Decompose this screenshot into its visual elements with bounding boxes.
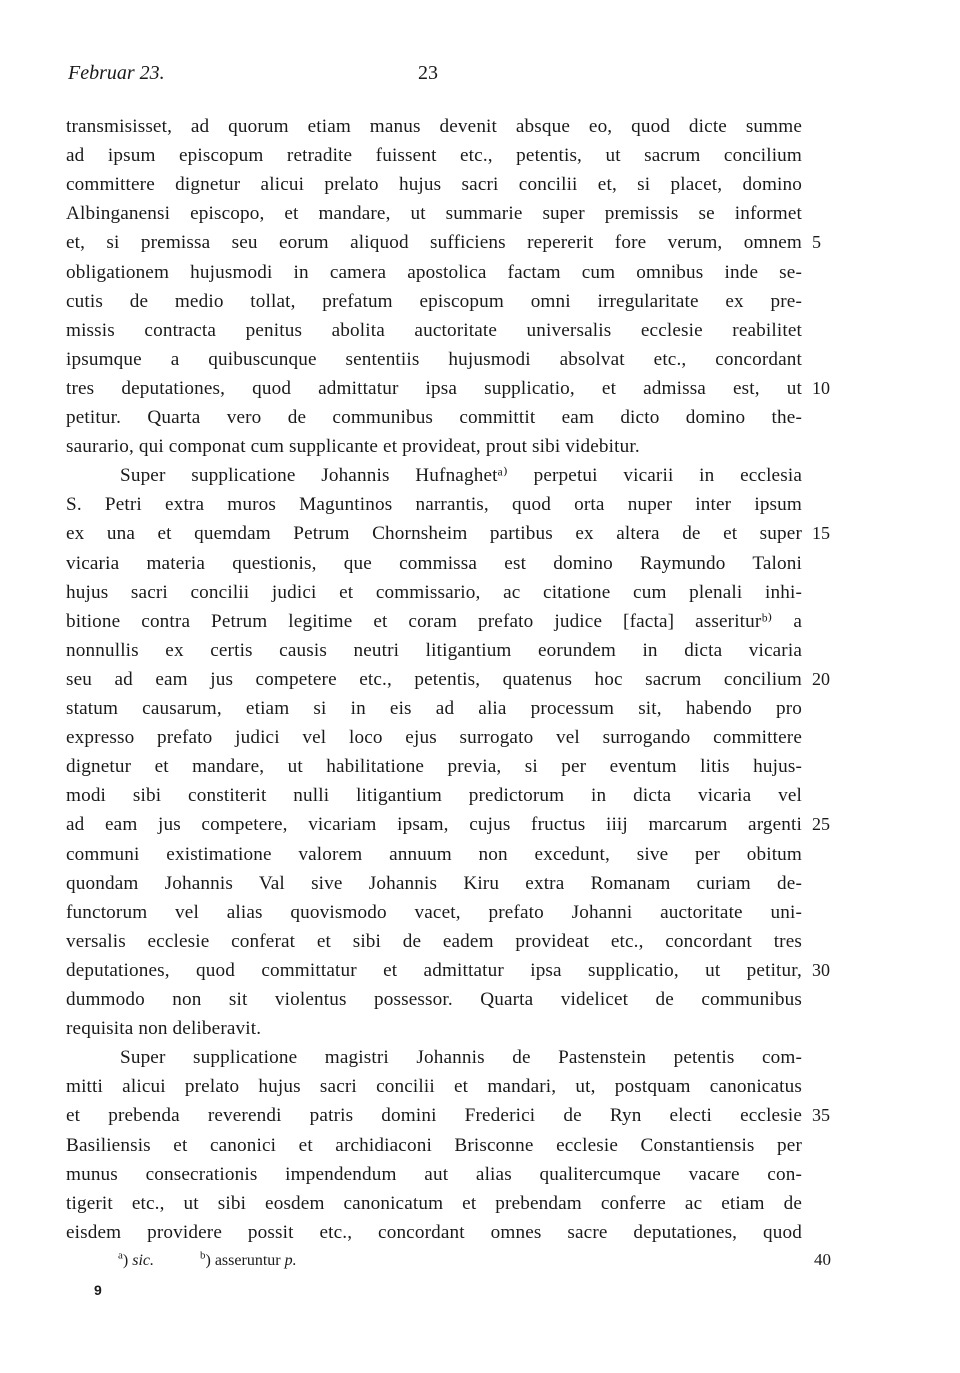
text-line: nonnullis ex certis causis neutri litigantium eorundem in dicta vicaria <box>66 639 802 661</box>
text-line: versalis ecclesie conferat et sibi de eadem provideat etc., concordant tres <box>66 930 802 952</box>
running-title: Februar 23. <box>68 62 165 84</box>
footnote-b-text: asseruntur <box>214 1252 281 1270</box>
line-number: 10 <box>812 377 830 398</box>
text-line: statum causarum, etiam si in eis ad alia processum sit, habendo pro <box>66 698 802 719</box>
footnote-a-mark: a <box>118 1250 123 1262</box>
text-line: Albinganensi episcopo, et mandare, ut summarie super premissis se informet <box>66 203 802 225</box>
text-line: dummodo non sit violentus possessor. Quarta videlicet de communibus <box>66 989 802 1010</box>
line-number: 30 <box>812 959 830 980</box>
text-line: communi existimatione valorem annuum non excedunt, sive per obitum <box>66 843 802 865</box>
text-line: Super supplicatione Johannis Hufnaghetᵃ⁾ perpetui vicarii in ecclesia <box>120 465 802 487</box>
line-number: 15 <box>812 523 830 544</box>
text-line: requisita non deliberavit. <box>66 1018 262 1040</box>
text-line: ipsumque a quibuscunque sententiis hujusmodi absolvat etc., concordant <box>66 348 802 370</box>
text-line: dignetur et mandare, ut habilitatione previa, si per eventum litis hujus- <box>66 756 802 778</box>
text-line: deputationes, quod committatur et admittatur ipsa supplicatio, ut petitur, <box>66 959 802 981</box>
text-line: transmisisset, ad quorum etiam manus devenit absque eo, quod dicte summe <box>66 116 802 137</box>
footnote-b-source: p. <box>284 1252 297 1270</box>
text-line: eisdem providere possit etc., concordant omnes sacre deputationes, quod <box>66 1221 802 1243</box>
line-number: 25 <box>812 814 830 835</box>
signature-mark: 9 <box>94 1282 102 1298</box>
text-line: et prebenda reverendi patris domini Frederici de Ryn electi ecclesie <box>66 1105 802 1127</box>
text-line: vicaria materia questionis, que commissa est domino Raymundo Taloni <box>66 552 802 574</box>
text-line: bitione contra Petrum legitime et coram prefato judice [facta] asseriturᵇ⁾ a <box>66 610 802 632</box>
text-line: ad eam jus competere, vicariam ipsam, cujus fructus iiij marcarum argenti <box>66 814 802 836</box>
text-line: cutis de medio tollat, prefatum episcopum omni irregularitate ex pre- <box>66 290 802 312</box>
text-line: Super supplicatione magistri Johannis de Pastenstein petentis com- <box>120 1047 802 1069</box>
line-number: 5 <box>812 232 821 253</box>
text-line: mitti alicui prelato hujus sacri concilii et mandari, ut, postquam canonicatus <box>66 1076 802 1098</box>
line-number-40: 40 <box>814 1250 831 1269</box>
text-line: seu ad eam jus competere etc., petentis, quatenus hoc sacrum concilium <box>66 668 802 690</box>
text-line: et, si premissa seu eorum aliquod sufficiens repererit fore verum, omnem <box>66 232 802 254</box>
footnote-a-text: sic. <box>132 1252 154 1270</box>
text-line: Basiliensis et canonici et archidiaconi Brisconne ecclesie Constantiensis per <box>66 1134 802 1156</box>
footnote-b: $^b$) asseruntur p. <box>200 1250 297 1270</box>
text-line: missis contracta penitus abolita auctoritate universalis ecclesie reabilitet <box>66 319 802 341</box>
line-number: 35 <box>812 1105 830 1126</box>
text-line: tres deputationes, quod admittatur ipsa supplicatio, et admissa est, ut <box>66 377 802 399</box>
text-line: S. Petri extra muros Maguntinos narrantis, quod orta nuper inter ipsum <box>66 494 802 516</box>
text-line: ad ipsum episcopum retradite fuissent etc., petentis, ut sacrum concilium <box>66 145 802 167</box>
text-line: petitur. Quarta vero de communibus committit eam dicto domino the- <box>66 407 802 428</box>
text-line: obligationem hujusmodi in camera apostolica factam cum omnibus inde se- <box>66 261 802 283</box>
text-line: hujus sacri concilii judici et commissario, ac citatione cum plenali inhi- <box>66 581 802 603</box>
text-line: expresso prefato judici vel loco ejus surrogato vel surrogando committere <box>66 727 802 749</box>
text-line: modi sibi constiterit nulli litigantium predictorum in dicta vicaria vel <box>66 785 802 807</box>
footnote-b-mark: b <box>200 1250 206 1262</box>
text-line: functorum vel alias quovismodo vacet, prefato Johanni auctoritate uni- <box>66 901 802 923</box>
text-line: quondam Johannis Val sive Johannis Kiru extra Romanam curiam de- <box>66 872 802 894</box>
line-number: 20 <box>812 668 830 689</box>
text-line: saurario, qui componat cum supplicante et provideat, prout sibi videbitur. <box>66 436 640 458</box>
footnotes <box>118 1250 339 1270</box>
page-number: 23 <box>418 62 438 84</box>
text-line: committere dignetur alicui prelato hujus sacri concilii et, si placet, domino <box>66 174 802 196</box>
footnote-a: $^a$) sic. <box>118 1250 154 1270</box>
text-line: ex una et quemdam Petrum Chornsheim partibus ex altera de et super <box>66 523 802 545</box>
text-line: munus consecrationis impendendum aut alias qualitercumque vacare con- <box>66 1163 802 1185</box>
text-line: tigerit etc., ut sibi eosdem canonicatum et prebendam conferre ac etiam de <box>66 1192 802 1214</box>
